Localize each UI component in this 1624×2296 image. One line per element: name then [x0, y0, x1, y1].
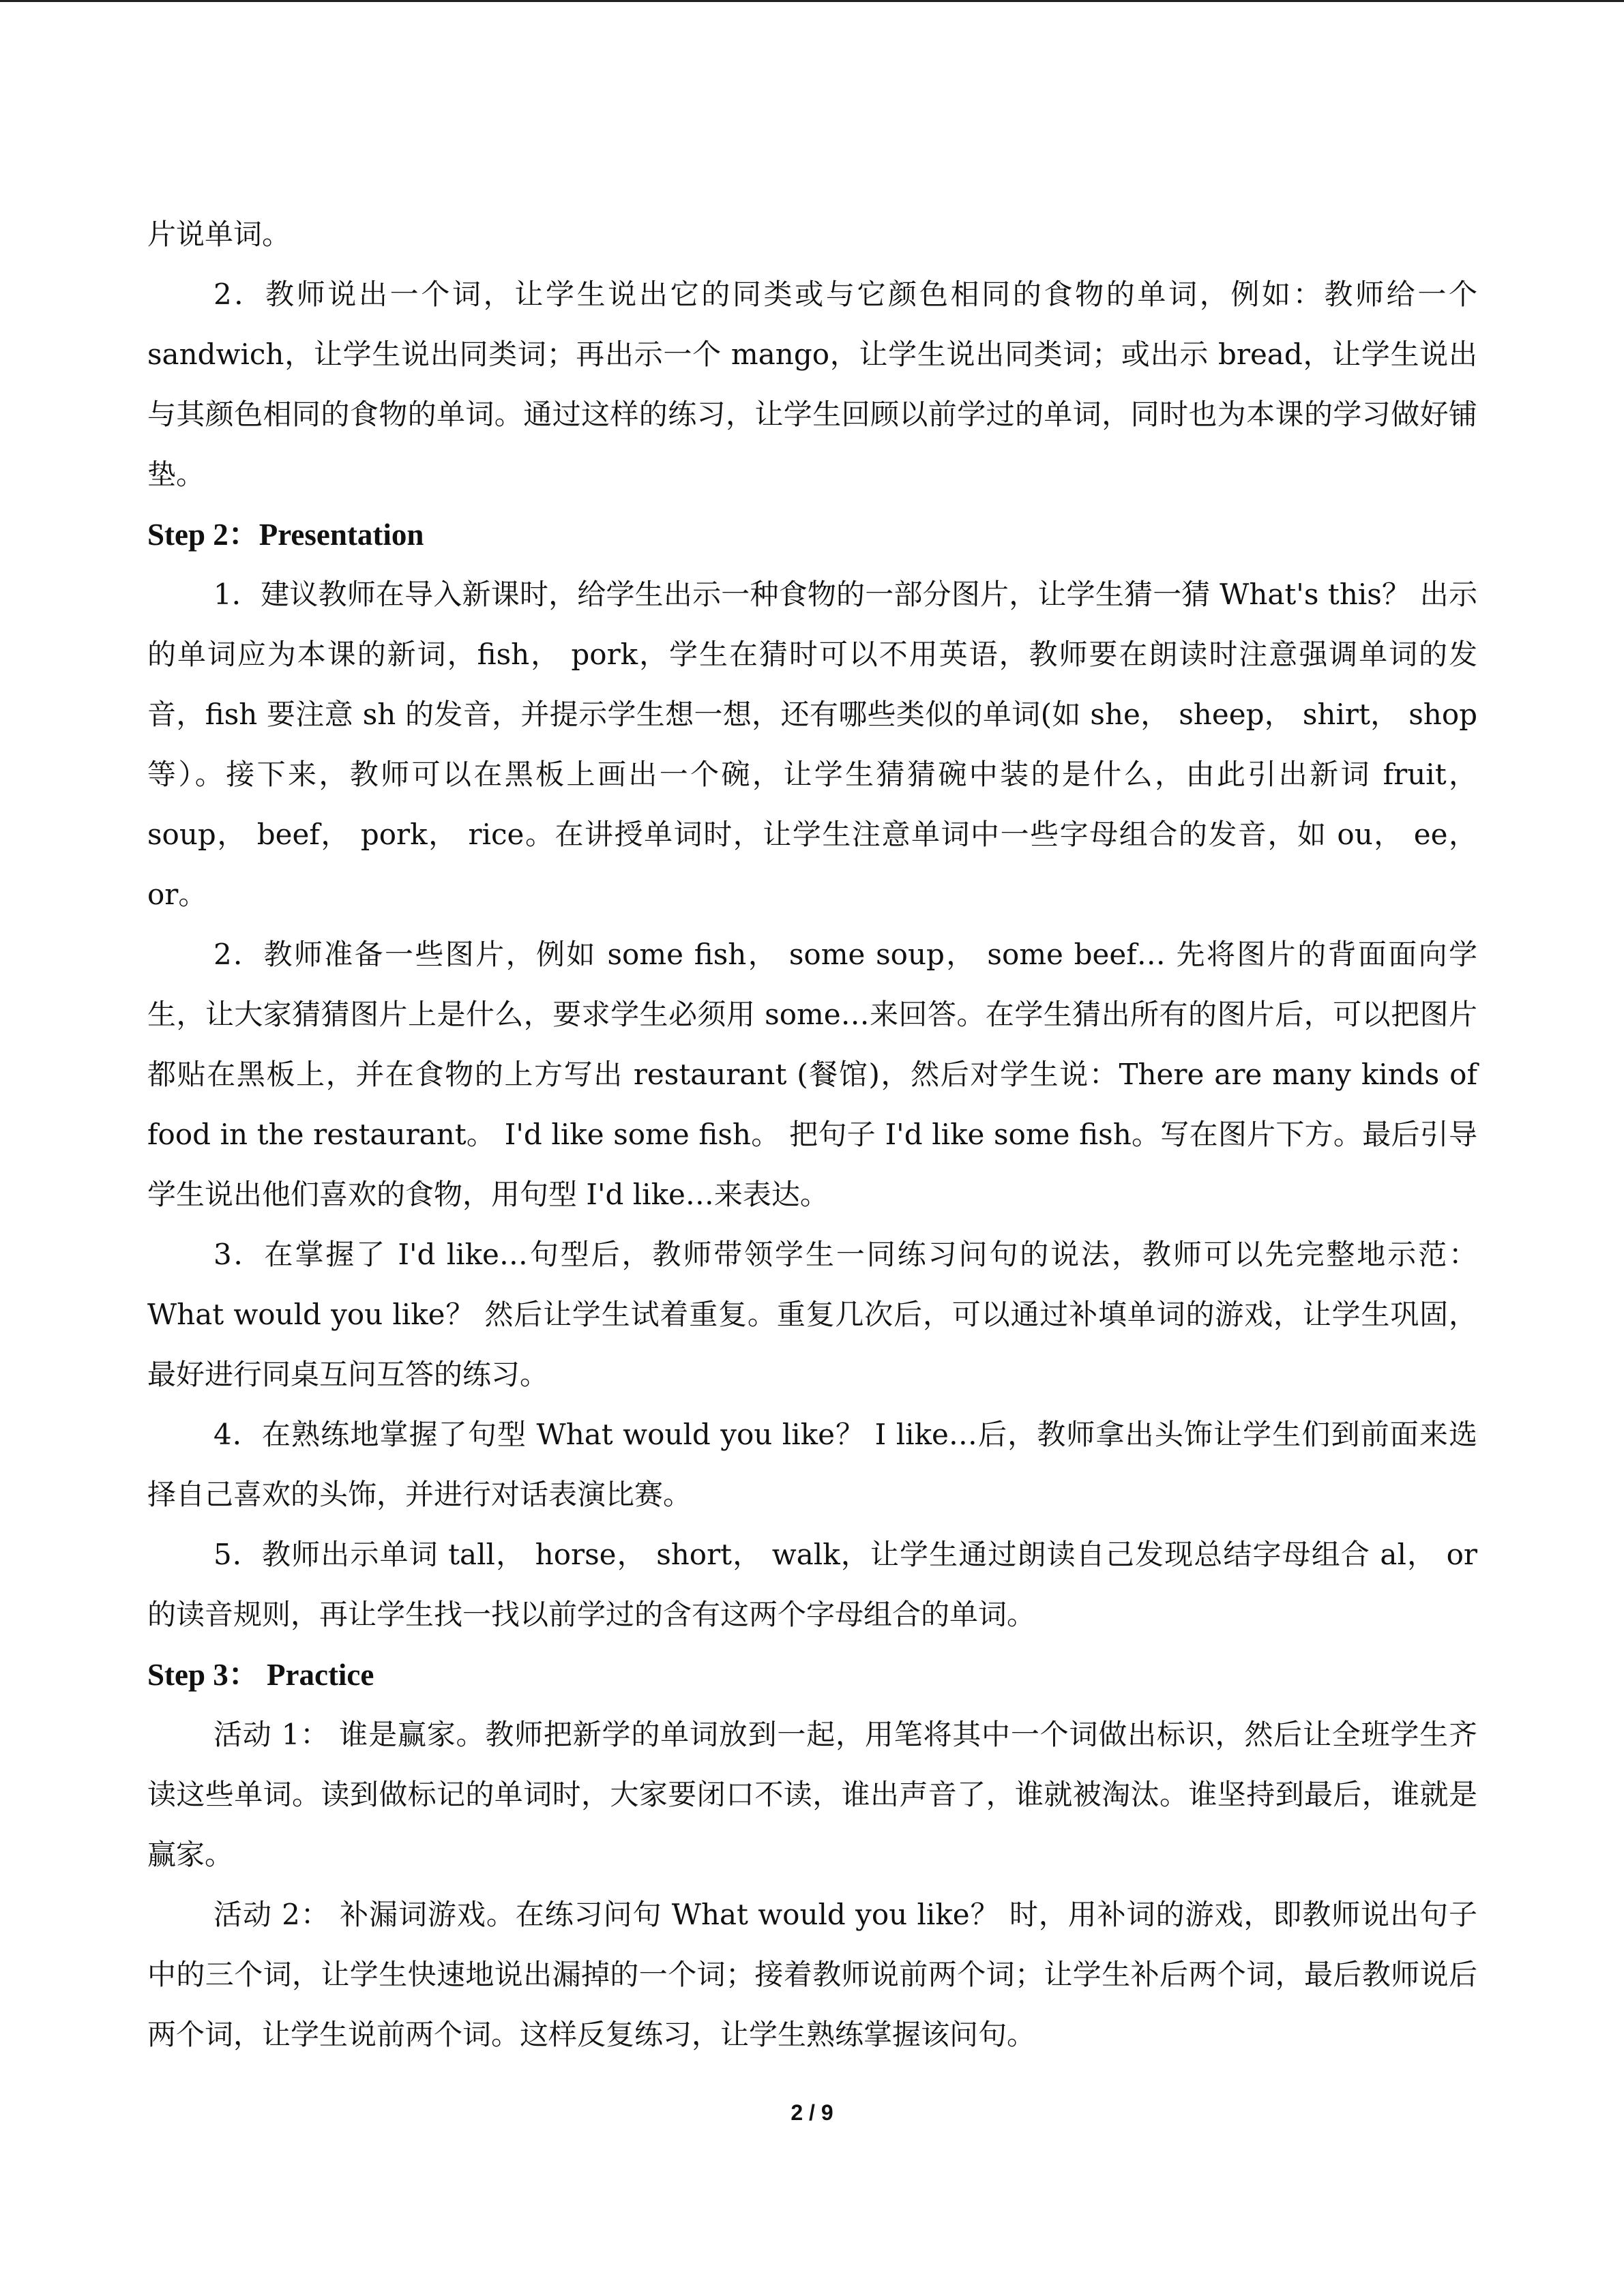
- paragraph-step2-item2: 2．教师准备一些图片，例如 some fish， some soup， some beef… 先将图片的背面面向学生，让大家猜猜图片上是什么，要求学生必须用 some…来回答。在学生猜出所有的图片后，可以把图片都贴在黑板上，并在食物的上方写出 restaurant (餐馆)，然后对学生说：There are many kinds of food in the restaurant。 I'd like some fish。 把句子 I'd like some fish。写在图片下方。最后引导学生说出他们喜欢的食物，用句型 I'd like…来表达。: [147, 938, 1477, 1211]
- paragraph-step2-item1: 1．建议教师在导入新课时，给学生出示一种食物的一部分图片，让学生猜一猜 What's this？ 出示的单词应为本课的新词，fish， pork，学生在猜时可以不用英语，教师要在朗读时注意强调单词的发音，fish 要注意 sh 的发音，并提示学生想一想，还有哪些类似的单词(如 she， sheep， shirt， shop 等）。接下来，教师可以在黑板上画出一个碗，让学生猜猜碗中装的是什么，由此引出新词 fruit， soup， beef， pork， rice。在讲授单词时，让学生注意单词中一些字母组合的发音，如 ou， ee， or。: [147, 578, 1477, 911]
- paragraph-step2-item3: 3．在掌握了 I'd like…句型后，教师带领学生一同练习问句的说法，教师可以先完整地示范： What would you like？ 然后让学生试着重复。重复几次后，可以通过补填单词的游戏，让学生巩固，最好进行同桌互问互答的练习。: [147, 1238, 1477, 1391]
- paragraph-continuation: 片说单词。: [147, 218, 291, 251]
- document-body: [147, 205, 1477, 2065]
- section-heading-step2: Step 2：Presentation: [147, 518, 424, 552]
- paragraph-activity1: 活动 1： 谁是赢家。教师把新学的单词放到一起，用笔将其中一个词做出标识，然后让全班学生齐读这些单词。读到做标记的单词时，大家要闭口不读，谁出声音了，谁就被淘汰。谁坚持到最后，谁就是赢家。: [147, 1718, 1477, 1871]
- paragraph-step2-item4: 4．在熟练地掌握了句型 What would you like？ I like…后，教师拿出头饰让学生们到前面来选择自己喜欢的头饰，并进行对话表演比赛。: [147, 1418, 1477, 1511]
- paragraph-step1-item2: 2．教师说出一个词，让学生说出它的同类或与它颜色相同的食物的单词，例如：教师给一个 sandwich，让学生说出同类词；再出示一个 mango，让学生说出同类词；或出示 bread，让学生说出与其颜色相同的食物的单词。通过这样的练习，让学生回顾以前学过的单词，同时也为本课的学习做好铺垫。: [147, 278, 1477, 491]
- paragraph-step2-item5: 5．教师出示单词 tall， horse， short， walk，让学生通过朗读自己发现总结字母组合 al， or 的读音规则，再让学生找一找以前学过的含有这两个字母组合的单词。: [147, 1538, 1477, 1631]
- paragraph-activity2: 活动 2： 补漏词游戏。在练习问句 What would you like？ 时，用补词的游戏，即教师说出句子中的三个词，让学生快速地说出漏掉的一个词；接着教师说前两个词；让学生补后两个词，最后教师说后两个词，让学生说前两个词。这样反复练习，让学生熟练掌握该问句。: [147, 1898, 1477, 2051]
- section-heading-step3: Step 3： Practice: [147, 1658, 374, 1692]
- page-number: 2 / 9: [791, 2100, 833, 2125]
- top-border-line: [0, 0, 1624, 2]
